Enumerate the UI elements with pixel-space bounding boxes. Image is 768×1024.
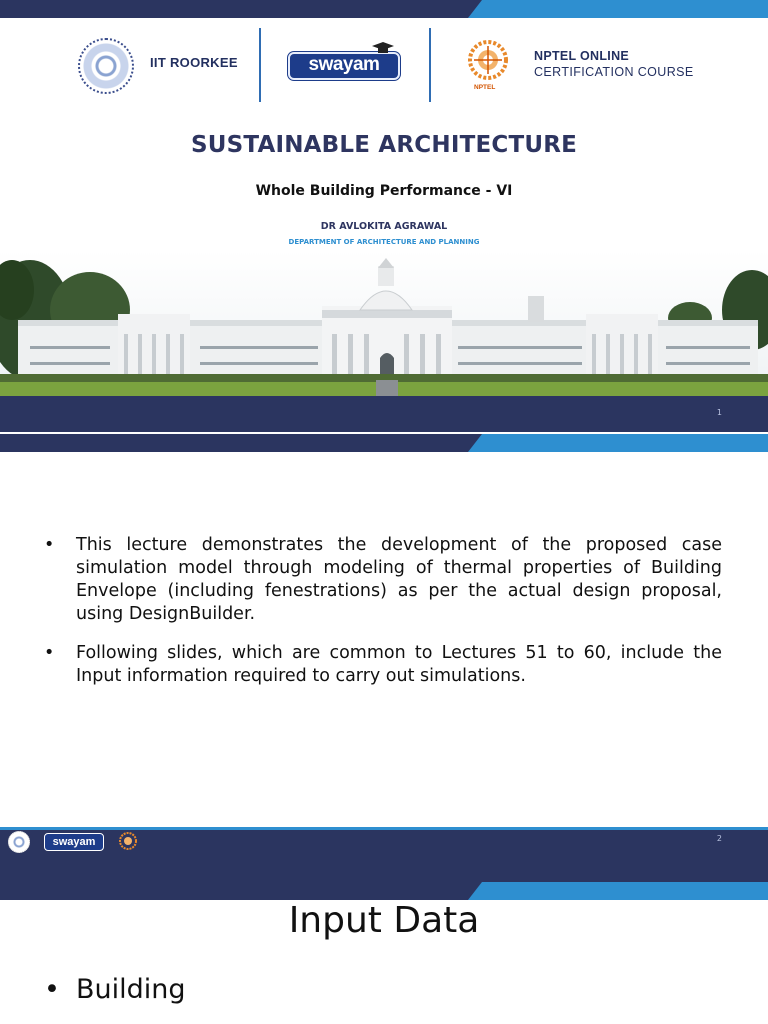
list-item [44,534,722,626]
graduation-cap-icon [372,42,394,54]
iit-roorkee-seal-icon [8,831,30,853]
swayam-logo-icon: swayam [44,833,104,851]
slide-1 [0,0,768,432]
page-number: 2 [716,834,722,843]
list-item [44,642,722,688]
nptel-course-label [534,48,694,80]
slide-3 [0,882,768,1024]
department-name: DEPARTMENT OF ARCHITECTURE AND PLANNING [288,238,480,246]
page-number: 1 [716,408,722,417]
nptel-line-1: NPTEL ONLINE [534,49,630,63]
iit-roorkee-seal-icon [78,38,134,94]
bullet-dot: • [44,643,55,663]
building-photo [0,250,768,396]
institution-name: IIT ROORKEE [150,55,238,70]
list-item-text: Following slides, which are common to Lectures 51 to 60, include the Input information required to carry out simulations. [76,643,722,686]
top-bar-accent [468,434,768,452]
nptel-small-label: NPTEL [474,84,496,91]
logo-divider [259,28,261,102]
course-title: SUSTAINABLE ARCHITECTURE [190,132,578,158]
nptel-logo-icon [118,831,138,853]
footer-accent-line [0,827,768,830]
swayam-logo-icon [288,42,400,90]
bullet-list [44,534,722,704]
list-item [44,974,186,1005]
list-item-text: Building [76,974,186,1005]
lecture-subtitle: Whole Building Performance - VI [255,183,513,199]
logo-divider [429,28,431,102]
footer-band [0,827,768,882]
slide-2 [0,434,768,882]
bullet-dot: • [44,535,55,555]
top-bar [0,0,768,18]
slide-title: Input Data [288,900,480,941]
bullet-dot: • [44,974,60,1005]
footer-band [0,396,768,432]
list-item-text: This lecture demonstrates the development of the proposed case simulation model through modeling of thermal properties of Building Envelope (including fenestrations) as per the actual design proposal, using DesignBuilder. [76,535,722,624]
author-name: DR AVLOKITA AGRAWAL [320,221,448,232]
swayam-logo-word: swayam [308,54,380,75]
top-bar-accent [468,882,768,900]
top-bar [0,882,768,900]
top-bar [0,434,768,452]
top-bar-accent [468,0,768,18]
nptel-line-2: CERTIFICATION COURSE [534,65,694,79]
